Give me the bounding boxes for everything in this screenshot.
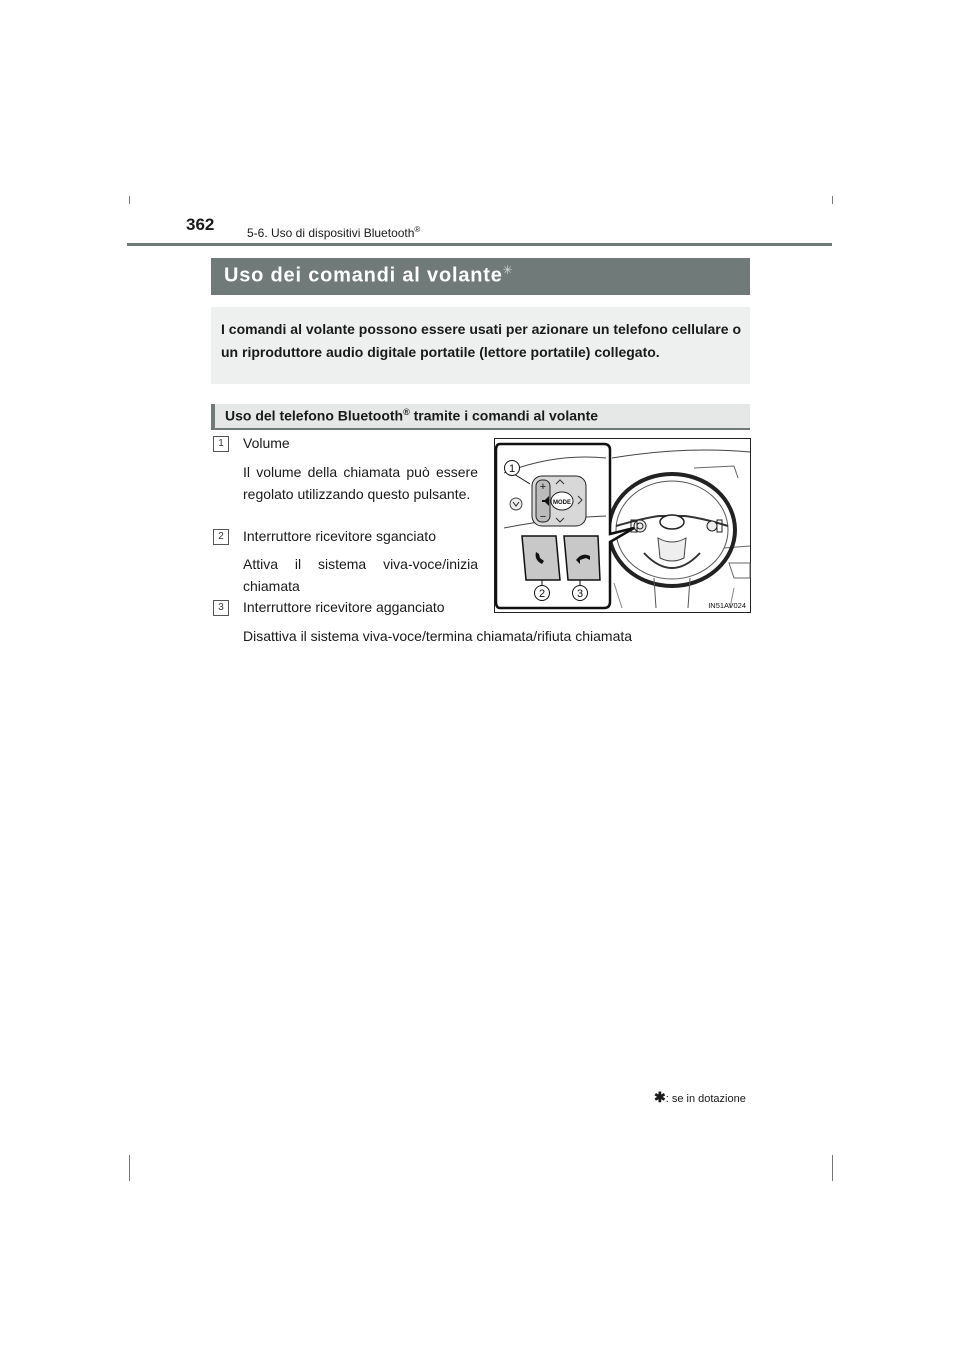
footnote [654, 1089, 746, 1106]
subsection-prefix: Uso del telefono Bluetooth [225, 407, 404, 424]
section-reference [247, 225, 420, 240]
callout-3: 3 [576, 588, 584, 600]
item-number-badge: 1 [213, 436, 229, 452]
volume-up-symbol: + [539, 481, 547, 493]
item-title: Volume [243, 435, 290, 451]
steering-wheel-controls-illustration [494, 438, 751, 613]
item-number-badge: 2 [213, 529, 229, 545]
registered-mark: ® [414, 225, 421, 234]
crop-mark [832, 1155, 833, 1181]
item-description: Il volume della chiamata può essere regolato utilizzando questo pulsante. [243, 464, 478, 502]
item-description: Attiva il sistema viva-voce/inizia chiamata [243, 556, 478, 594]
header-rule [127, 243, 832, 246]
page-title [211, 258, 750, 295]
mode-button-label: MODE [553, 500, 571, 506]
item-number-badge: 3 [213, 600, 229, 616]
callout-1: 1 [508, 463, 516, 475]
subsection-header [211, 404, 750, 430]
item-title: Interruttore ricevitore sganciato [243, 528, 436, 544]
optional-marker-icon: ✳ [502, 263, 514, 277]
footnote-text: : se in dotazione [665, 1093, 746, 1105]
page-number: 362 [186, 215, 215, 234]
asterisk-icon: ✱ [654, 1089, 666, 1105]
intro-paragraph: I comandi al volante possono essere usati per azionare un telefono cellulare o un riproduttore audio digitale portatile (lettore portatile) collegato. [211, 307, 750, 384]
figure-code: IN51AV024 [708, 601, 746, 610]
callout-2: 2 [538, 588, 546, 600]
registered-mark: ® [403, 407, 410, 417]
subsection-suffix: tramite i comandi al volante [409, 407, 599, 424]
crop-mark [129, 196, 130, 204]
item-title: Interruttore ricevitore agganciato [243, 599, 445, 615]
page-title-text: Uso dei comandi al volante [224, 264, 503, 287]
section-title: 5-6. Uso di dispositivi Bluetooth [247, 226, 415, 240]
item-description: Disattiva il sistema viva-voce/termina chiamata/rifiuta chiamata [243, 628, 633, 644]
volume-down-symbol: − [539, 511, 547, 523]
crop-mark [832, 196, 833, 204]
crop-mark [129, 1155, 130, 1181]
